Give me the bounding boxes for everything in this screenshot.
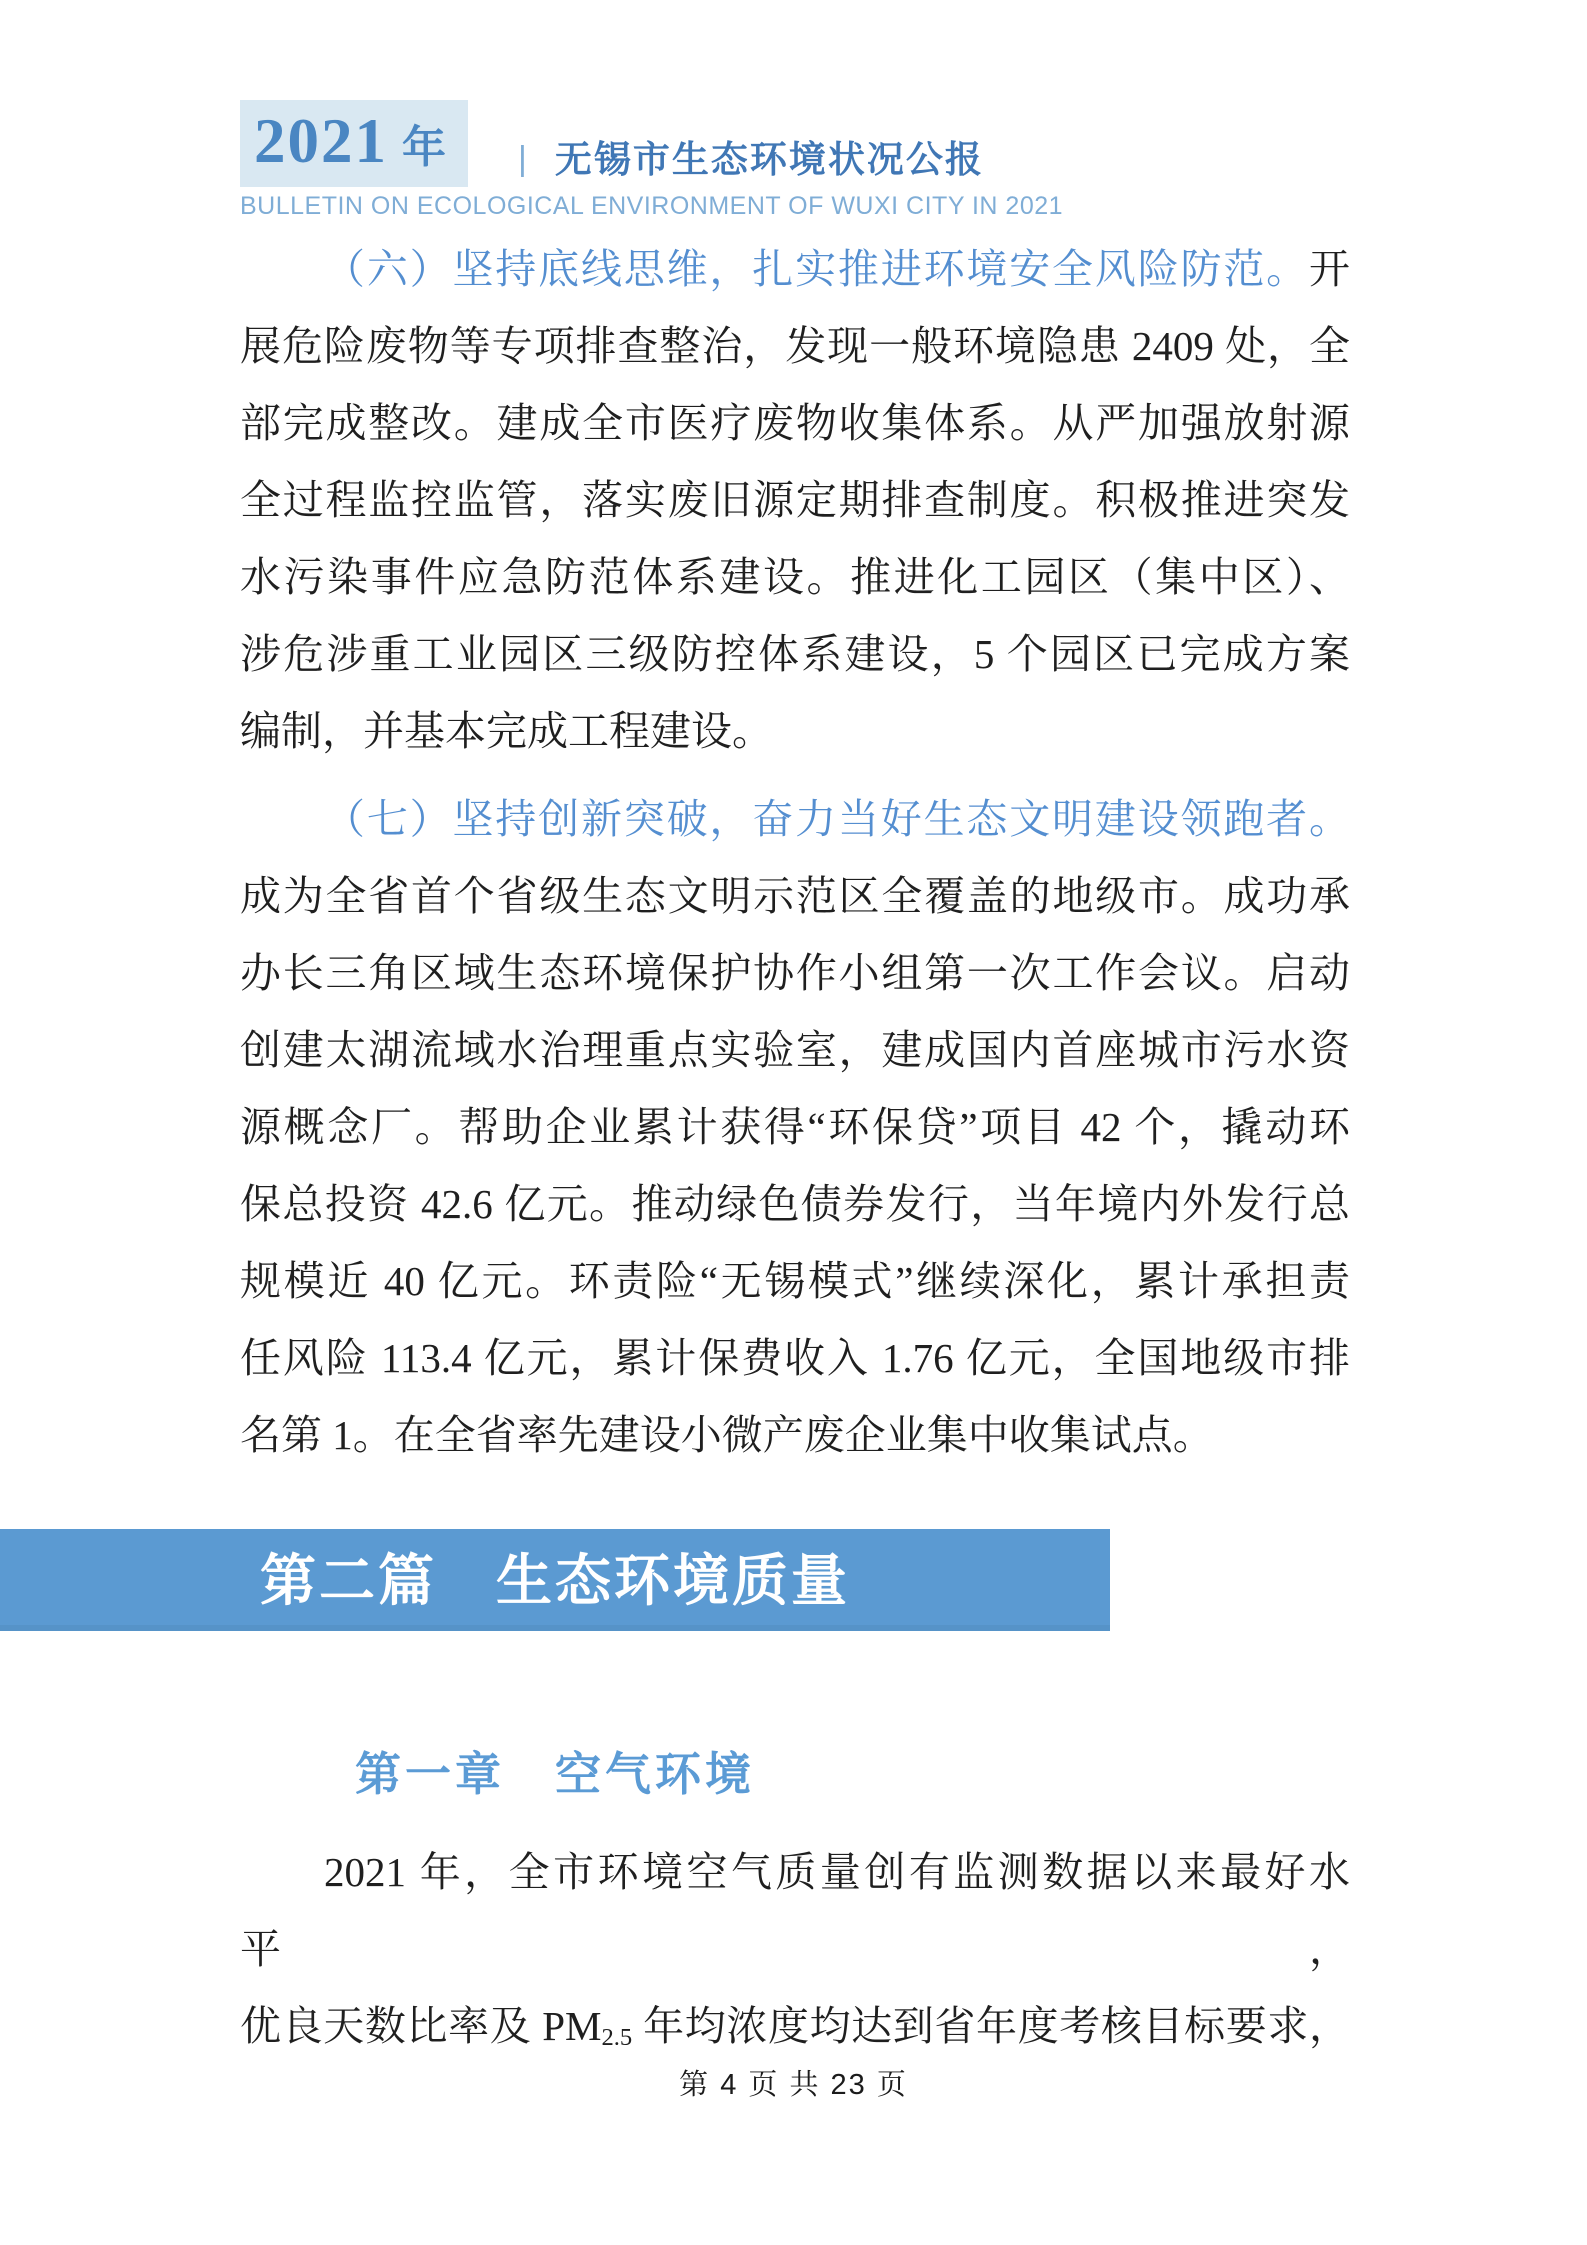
year-highlight — [240, 100, 468, 187]
header-separator: | — [518, 140, 527, 178]
text-line — [240, 385, 1350, 462]
text-line — [240, 308, 1350, 385]
text-line — [240, 1089, 1350, 1166]
text-line — [240, 1012, 1350, 1089]
text-line — [240, 935, 1350, 1012]
text-line — [240, 858, 1350, 935]
document-title: 无锡市生态环境状况公报 — [554, 140, 984, 181]
header-year: 2021 — [254, 106, 388, 176]
document-subtitle-en: BULLETIN ON ECOLOGICAL ENVIRONMENT OF WUXI CITY IN 2021 — [240, 192, 1064, 220]
text-line — [240, 462, 1350, 539]
text-segment: 全过程监控监管，落实废旧源定期排查制度。积极推进突发 — [240, 477, 1350, 523]
text-segment: 优良天数比率及 PM — [240, 2003, 602, 2049]
section-banner — [0, 1529, 1110, 1631]
text-segment: 涉危涉重工业园区三级防控体系建设，5 个园区已完成方案 — [240, 631, 1350, 677]
section-banner-title: 第二篇 生态环境质量 — [260, 1551, 850, 1613]
text-line — [240, 539, 1350, 616]
text-segment: 水污染事件应急防范体系建设。推进化工园区（集中区）、 — [240, 554, 1350, 600]
page-number: 第 4 页 共 23 页 — [679, 2069, 908, 2101]
text-segment: 源概念厂。帮助企业累计获得“环保贷”项目 42 个，撬动环 — [240, 1104, 1350, 1150]
air-quality-paragraph — [240, 1834, 1350, 2076]
text-segment: 保总投资 42.6 亿元。推动绿色债券发行，当年境内外发行总 — [240, 1181, 1350, 1227]
text-segment: 2.5 — [601, 2023, 633, 2051]
chapter-heading: 第一章 空气环境 — [355, 1748, 755, 1800]
page-header — [240, 100, 1350, 240]
text-line — [240, 1166, 1350, 1243]
text-segment: 2021 年，全市环境空气质量创有监测数据以来最好水平， — [240, 1849, 1350, 1972]
text-line — [240, 1834, 1350, 1988]
text-segment: 办长三角区域生态环境保护协作小组第一次工作会议。启动 — [240, 950, 1350, 996]
text-segment: （七）坚持创新突破，奋力当好生态文明建设领跑者。 — [324, 796, 1350, 842]
text-line — [240, 693, 1350, 770]
text-segment: 规模近 40 亿元。环责险“无锡模式”继续深化，累计承担责 — [240, 1258, 1350, 1304]
text-line — [240, 781, 1350, 858]
text-line — [240, 1243, 1350, 1320]
text-segment: 展危险废物等专项排查整治，发现一般环境隐患 2409 处，全 — [240, 323, 1350, 369]
text-segment: 部完成整改。建成全市医疗废物收集体系。从严加强放射源 — [240, 400, 1350, 446]
text-segment: 编制，并基本完成工程建设。 — [240, 708, 773, 754]
paragraph-six — [240, 231, 1350, 770]
text-segment: 成为全省首个省级生态文明示范区全覆盖的地级市。成功承 — [240, 873, 1350, 919]
text-segment: 创建太湖流域水治理重点实验室，建成国内首座城市污水资 — [240, 1027, 1350, 1073]
text-line — [240, 616, 1350, 693]
text-line — [240, 231, 1350, 308]
text-segment: 任风险 113.4 亿元，累计保费收入 1.76 亿元，全国地级市排 — [240, 1335, 1350, 1381]
text-line — [240, 1397, 1350, 1474]
text-segment: 年均浓度均达到省年度考核目标要求， — [632, 2003, 1350, 2049]
header-year-suffix: 年 — [402, 123, 446, 172]
paragraph-seven — [240, 781, 1350, 1474]
text-segment: 名第 1。在全省率先建设小微产废企业集中收集试点。 — [240, 1412, 1214, 1458]
text-line — [240, 1320, 1350, 1397]
text-segment: 开 — [1309, 246, 1350, 292]
text-segment: （六）坚持底线思维，扎实推进环境安全风险防范。 — [324, 246, 1309, 292]
